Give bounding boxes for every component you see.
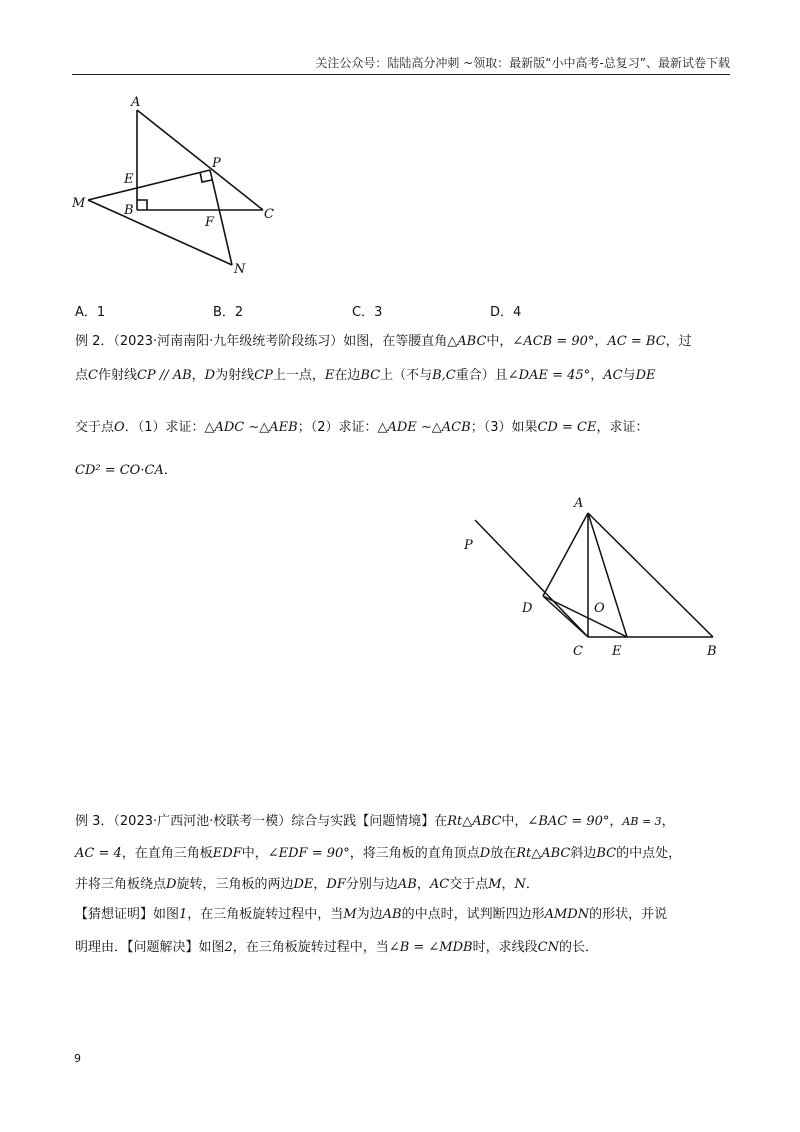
segment-de [543,596,627,637]
ray-cp [475,520,588,637]
example-3-line-5: 明理由．【问题解决】如图2，在三角板旋转过程中，当∠B = ∠MDB时，求线段CN的长． [75,940,598,955]
option-b: B．2 [213,305,244,320]
page-number: 9 [74,1052,81,1065]
label-c: C [264,207,274,222]
page-header: 关注公众号：陆陆高分冲刺 ~领取：最新版“小中高考-总复习”、最新试卷下载 [315,56,730,70]
figure-1-geometry [60,85,300,285]
segment-ad [543,513,588,596]
label-p: P [212,156,221,171]
example-2-line-1: 例 2．（2023·河南南阳·九年级统考阶段练习）如图，在等腰直角△ABC中，∠ACB = 90°，AC = BC，过 [75,334,692,349]
label-b: B [707,644,717,659]
label-a: A [131,95,141,110]
label-a: A [574,496,584,511]
label-d: D [522,601,533,616]
label-m: M [72,196,86,211]
header-rule [72,74,730,75]
label-e: E [124,172,134,187]
label-p: P [464,538,473,553]
label-b: B [124,203,134,218]
example-3-line-3: 并将三角板绕点D旋转，三角板的两边DE，DF分别与边AB，AC交于点M，N． [75,877,539,892]
example-3-line-2: AC = 4，在直角三角板EDF中，∠EDF = 90°，将三角板的直角顶点D放在Rt△ABC斜边BC的中点处， [75,846,682,861]
option-d: D．4 [490,305,522,320]
right-angle-mark-b [137,200,147,210]
example-3-line-1: 例 3．（2023·广西河池·校联考一模）综合与实践【问题情境】在Rt△ABC中，∠BAC = 90°，AB = 3， [75,814,675,829]
label-o: O [594,601,605,616]
example-2-line-4: CD² = CO·CA． [75,463,177,478]
figure-2-geometry [455,490,730,665]
label-e: E [612,644,622,659]
example-3-line-4: 【猜想证明】如图1，在三角板旋转过程中，当M为边AB的中点时，试判断四边形AMDN的形状，并说 [75,907,668,922]
example-2-line-2: 点C作射线CP // AB，D为射线CP上一点，E在边BC上（不与B,C重合）且∠DAE = 45°，AC与DE [75,368,656,383]
segment-ac [137,110,263,210]
segment-dc [543,596,588,637]
label-c: C [573,644,583,659]
option-c: C．3 [352,305,383,320]
label-n: N [234,262,246,277]
option-a: A．1 [75,305,106,320]
segment-mp [88,170,210,200]
example-2-line-3: 交于点O．（1）求证：△ADC ∼△AEB；（2）求证：△ADE ∼△ACB；（3）如果CD = CE，求证： [75,420,649,435]
label-f: F [205,215,215,230]
